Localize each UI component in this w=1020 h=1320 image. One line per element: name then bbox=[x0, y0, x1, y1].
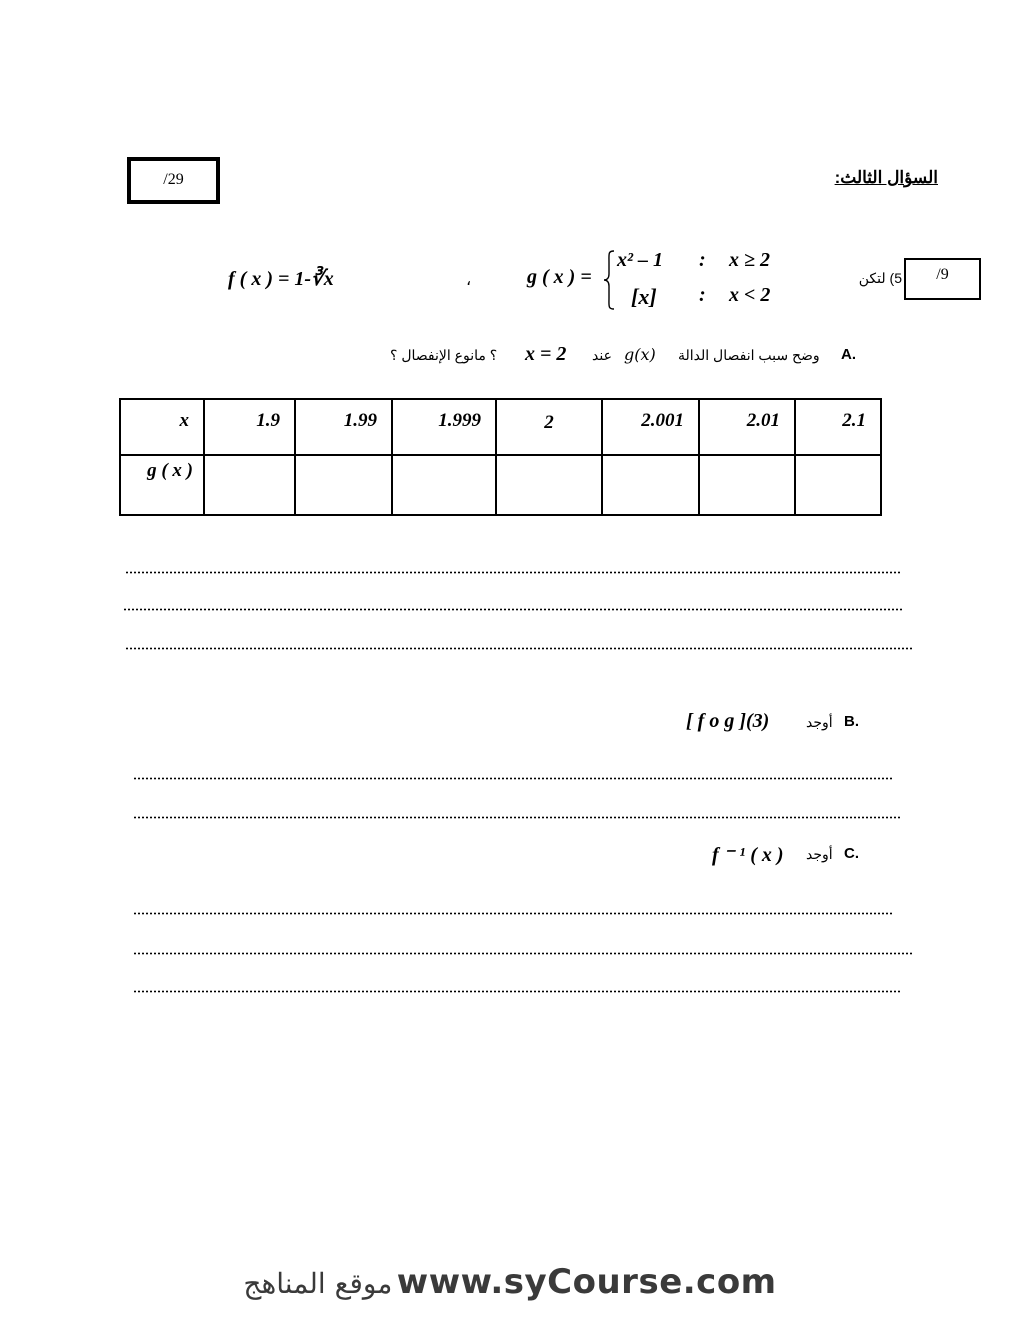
footer-site-name: موقع المناهج bbox=[243, 1267, 393, 1300]
separator-comma: ، bbox=[466, 272, 472, 289]
partB-letter: B. bbox=[844, 713, 859, 730]
answer-line[interactable] bbox=[123, 608, 902, 611]
partA-line bbox=[380, 344, 864, 368]
partC-expr: f ⁻ ¹ ( x ) bbox=[712, 844, 784, 866]
partA-letter: A. bbox=[841, 346, 856, 363]
answer-line[interactable] bbox=[133, 990, 900, 993]
total-score-box bbox=[127, 157, 220, 204]
table-cell-empty[interactable] bbox=[795, 455, 881, 515]
table-header-gx: g ( x ) bbox=[120, 455, 204, 515]
table-cell-x: 2.1 bbox=[795, 399, 881, 455]
part5-score-box bbox=[904, 258, 981, 300]
answer-line[interactable] bbox=[133, 777, 893, 780]
question-title: السؤال الثالث: bbox=[834, 168, 938, 187]
partA-text: وضح سبب انفصال الدالة bbox=[678, 347, 820, 363]
partB-line bbox=[686, 710, 866, 736]
g-case-2-expr: [x] bbox=[631, 284, 657, 309]
table-cell-x: 2.001 bbox=[602, 399, 699, 455]
part5-score-text: /9 bbox=[936, 266, 949, 283]
piecewise-brace bbox=[603, 250, 615, 310]
partC-line bbox=[712, 842, 866, 868]
g-case-2-cond: x < 2 bbox=[729, 284, 771, 306]
g-case-2-colon: : bbox=[699, 284, 706, 306]
partA-at: عند bbox=[592, 347, 612, 363]
table-cell-empty[interactable] bbox=[699, 455, 795, 515]
footer-url[interactable]: www.syCourse.com bbox=[396, 1262, 777, 1302]
table-cell-empty[interactable] bbox=[496, 455, 602, 515]
total-score-text: /29 bbox=[163, 171, 184, 188]
partB-text: أوجد bbox=[806, 714, 833, 730]
g-case-1-expr: x² – 1 bbox=[617, 249, 663, 271]
f-definition: f ( x ) = 1-∛x bbox=[228, 268, 334, 290]
g-case-1-cond: x ≥ 2 bbox=[729, 249, 770, 271]
partA-question: ؟ مانوع الإنفصال ؟ bbox=[390, 347, 498, 363]
table-cell-empty[interactable] bbox=[295, 455, 392, 515]
answer-line[interactable] bbox=[125, 571, 900, 574]
part5-label: 5) لتكن bbox=[858, 270, 902, 286]
partA-gx: g(x) bbox=[624, 345, 656, 364]
g-lhs: g ( x ) = bbox=[527, 266, 592, 288]
answer-line[interactable] bbox=[125, 647, 912, 650]
table-cell-x: 1.99 bbox=[295, 399, 392, 455]
table-cell-empty[interactable] bbox=[392, 455, 496, 515]
table-cell-x: 1.999 bbox=[392, 399, 496, 455]
answer-line[interactable] bbox=[133, 816, 900, 819]
table-cell-empty[interactable] bbox=[204, 455, 295, 515]
partC-letter: C. bbox=[844, 845, 859, 862]
table-cell-x: 2.01 bbox=[699, 399, 795, 455]
footer-watermark bbox=[0, 1262, 1020, 1302]
table-cell-x: 2 bbox=[496, 399, 602, 455]
table-cell-x: 1.9 bbox=[204, 399, 295, 455]
g-case-1-colon: : bbox=[699, 249, 706, 271]
values-table bbox=[119, 398, 882, 516]
table-row-gx bbox=[120, 455, 881, 515]
table-header-x: x bbox=[120, 399, 204, 455]
partA-point: x = 2 bbox=[525, 343, 567, 365]
answer-line[interactable] bbox=[133, 952, 912, 955]
table-cell-empty[interactable] bbox=[602, 455, 699, 515]
partB-expr: [ f o g ](3) bbox=[686, 710, 770, 732]
table-row-x bbox=[120, 399, 881, 455]
answer-line[interactable] bbox=[133, 912, 893, 915]
partC-text: أوجد bbox=[806, 846, 833, 862]
